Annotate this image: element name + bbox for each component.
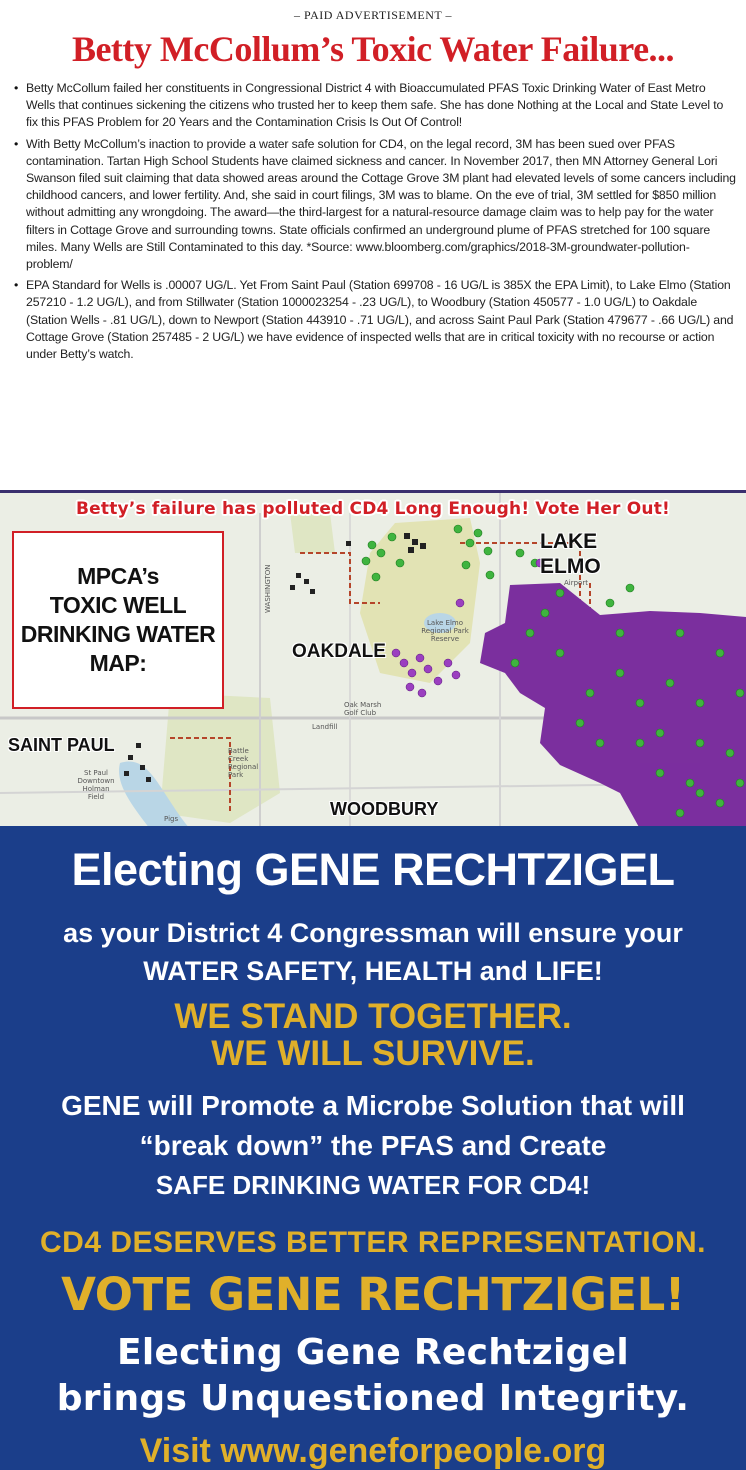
place-label: Airport <box>564 579 588 587</box>
headline: Betty McCollum’s Toxic Water Failure... <box>71 29 675 69</box>
slogan-line: WE STAND TOGETHER. <box>174 997 572 1036</box>
website-link[interactable]: Visit www.geneforpeople.org <box>139 1432 607 1470</box>
road-label: WASHINGTON <box>264 564 272 613</box>
toxic-well-map <box>0 490 746 826</box>
stand-together-text <box>0 998 746 1072</box>
place-label: Landfill <box>312 723 338 731</box>
city-label-saint-paul: SAINT PAUL <box>8 735 115 755</box>
bullet-item: • EPA Standard for Wells is .00007 UG/L. Yet From Saint Paul (Station 699708 - 16 UG/L is 385X the EPA Limit), to Lake Elmo (Station 257210 - 1.2 UG/L), and from Stillwater (Station 1000023254 - .23 UG/L), to Woodbury (Station 450577 - 1.0 UG/L) to Oakdale (Station Wells - .81 UG/L), down to Newport (Station 443910 - .71 UG/L), and across Saint Paul Park (Station 479677 - .66 UG/L) and Cottage Grove (Station 257485 - 2 UG/L) we have evidence of inspected wells that are in critical toxicity with no recourse or action under Betty’s watch. <box>14 277 736 363</box>
headline-electing: Electing GENE RECHTZIGEL <box>71 844 675 895</box>
campaign-section <box>0 826 746 1470</box>
place-label: St Paul Downtown Holman Field <box>77 769 115 801</box>
break-down-text: “break down” the PFAS and Create <box>139 1130 607 1161</box>
contamination-zone <box>640 763 700 826</box>
advertisement-text-section <box>0 0 746 490</box>
map-title-box <box>12 531 224 709</box>
park-patch <box>290 513 335 553</box>
bullet-item: • With Betty McCollum’s inaction to provide a water safe solution for CD4, on the legal record, 3M has been sued over PFAS contamination. Tartan High School Students have claimed sickness and cancer. In November 2017, then MN Attorney General Lori Swanson filed suit claiming that data showed areas around the Cottage Grove 3M plant had elevated levels of some cancers including childhood cancers, and lower fertility. And, she said in court filings, 3M was to blame. On the eve of trial, 3M settled for $850 million without admitting any wrongdoing. The award—the third-largest for a natural-resource damage claim was to help pay for the water filters in Cottage Grove and surrounding towns. State officials confirmed an underground plume of PFAS stretched for 100 square miles. Many Wells are Still Contaminated to this day. *Source: www.bloomberg.com/graphics/2018-3M-groundwater-pollution-problem/ <box>14 136 736 274</box>
paid-advertisement-label: – PAID ADVERTISEMENT – <box>294 8 452 22</box>
map-title-line: TOXIC WELL <box>49 592 187 618</box>
better-representation-text: CD4 DESERVES BETTER REPRESENTATION. <box>40 1226 706 1259</box>
map-title <box>21 562 215 678</box>
city-label-oakdale: OAKDALE <box>292 641 386 662</box>
district-text: as your District 4 Congressman will ensure your <box>63 918 683 948</box>
microbe-text: GENE will Promote a Microbe Solution that will <box>61 1090 685 1121</box>
vote-headline: VOTE GENE RECHTZIGEL! <box>61 1268 685 1321</box>
city-label-line: LAKE <box>540 530 598 553</box>
integrity-text-line: brings Unquestioned Integrity. <box>56 1378 690 1419</box>
safe-water-text: SAFE DRINKING WATER FOR CD4! <box>155 1170 591 1200</box>
bullet-item: • Betty McCollum failed her constituents in Congressional District 4 with Bioaccumulated PFAS Toxic Drinking Water of East Metro Wells that continues sickening the citizens who trusted her to keep them safe. She has done Nothing at the Local and State Level to fix this PFAS Problem for 20 Years and the Contamination Crisis Is Out Of Control! <box>14 80 736 132</box>
city-label-woodbury: WOODBURY <box>330 799 439 819</box>
map-banner: Betty’s failure has polluted CD4 Long Enough! Vote Her Out! <box>76 499 670 519</box>
city-label-line: ELMO <box>540 555 601 578</box>
place-label: Oak Marsh Golf Club <box>344 701 382 717</box>
bullet-list <box>14 80 736 367</box>
water-safety-text: WATER SAFETY, HEALTH and LIFE! <box>143 956 603 986</box>
slogan-line: WE WILL SURVIVE. <box>211 1034 535 1073</box>
map-title-line: DRINKING WATER <box>20 621 216 647</box>
map-title-line: MAP: <box>89 650 147 676</box>
map-title-line: MPCA’s <box>77 563 159 589</box>
place-label: Pigs <box>164 815 179 823</box>
city-label-lake-elmo <box>540 529 601 579</box>
place-label: Battle Creek Regional Park <box>228 747 259 779</box>
place-label: Lake Elmo Regional Park Reserve <box>421 619 469 643</box>
integrity-text-line: Electing Gene Rechtzigel <box>116 1332 630 1373</box>
